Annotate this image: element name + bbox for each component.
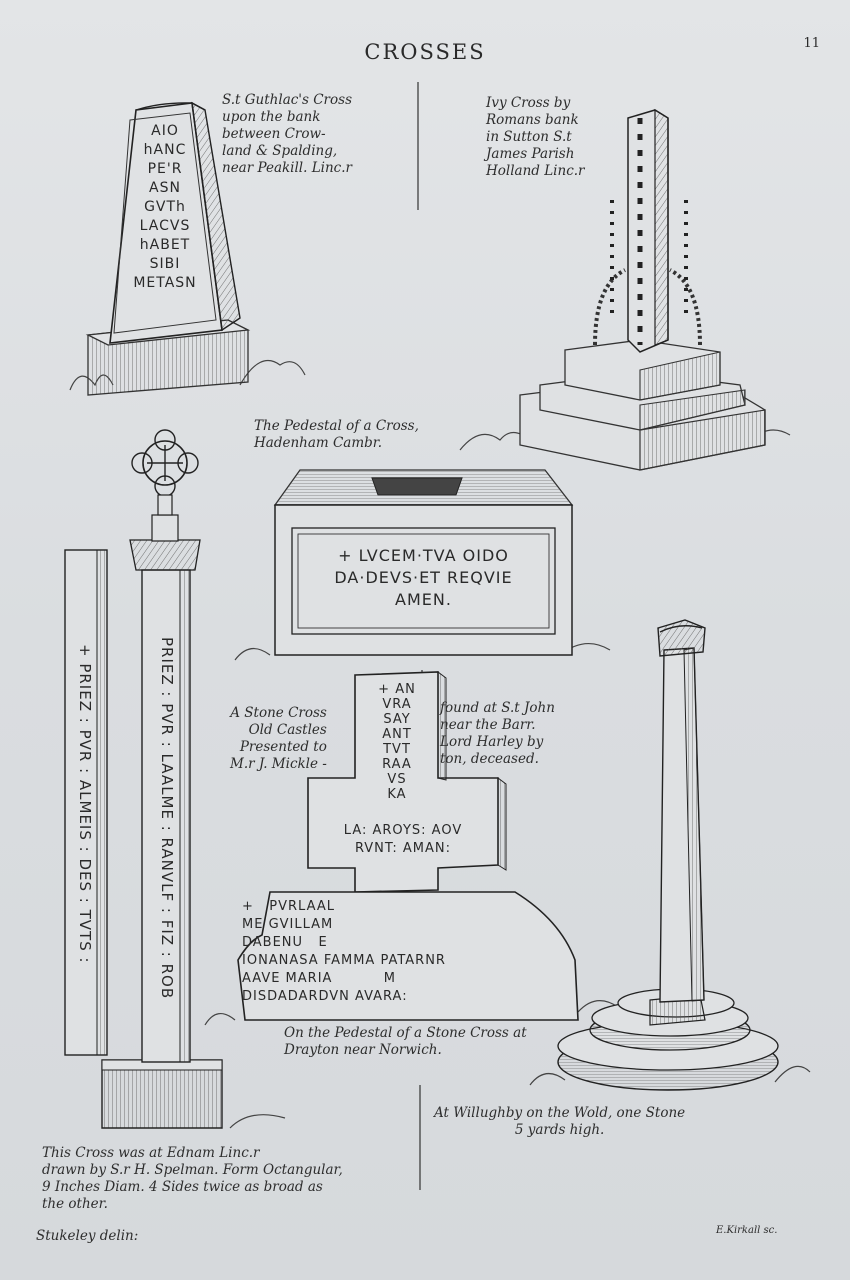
page-title: CROSSES [364, 40, 486, 64]
ednam-left-shaft-inscription: + PRIEZ : PVR : ALMEIS : DES : TVTS : [76, 643, 94, 964]
drayton-caption: On the Pedestal of a Stone Cross at Drayton near Norwich. [284, 1025, 527, 1058]
hadenham-caption: The Pedestal of a Cross, Hadenham Cambr. [254, 418, 419, 451]
ednam-right-shaft-inscription: PRIEZ : PVR : LAALME : RANVLF : FIZ : ROB [158, 636, 176, 1000]
oldcastles-inscription-arms: LA: AROYS: AOV RVNT: AMAN: [343, 823, 463, 856]
oldcastles-caption-left: A Stone Cross Old Castles Presented to M.r J. Mickle - [230, 705, 327, 772]
guthlac-caption: S.t Guthlac's Cross upon the bank between Crow- land & Spalding, near Peakill. Linc.r [222, 92, 352, 176]
ednam-caption: This Cross was at Ednam Linc.r drawn by S.r H. Spelman. Form Octangular, 9 Inches Diam. 4 Sides twice as broad as the other. [42, 1145, 343, 1212]
engraver-credit: E.Kirkall sc. [716, 1225, 778, 1236]
drayton-inscription: + PVRLAAL ME GVILLAM DABENU E IONANASA FAMMA PATARNR AAVE MARIA M DISDADARDVN AVARA: [242, 899, 446, 1004]
ivy-caption: Ivy Cross by Romans bank in Sutton S.t James Parish Holland Linc.r [486, 95, 585, 179]
oldcastles-inscription-upper: + AN VRA SAY ANT TVT RAA VS KA [378, 682, 416, 802]
page-number: 11 [803, 36, 820, 51]
willughby-caption: At Willughby on the Wold, one Stone 5 yards high. [434, 1105, 686, 1138]
hadenham-inscription: + LVCEM·TVA OIDO DA·DEVS·ET REQVIE AMEN. [334, 546, 513, 609]
oldcastles-caption-right: found at S.t John near the Barr. Lord Harley by ton, deceased. [440, 700, 555, 767]
delineator-credit: Stukeley delin: [36, 1228, 139, 1244]
guthlac-inscription: AIO hANC PE'R ASN GVTh LACVS hABET SIBI METASN [133, 123, 197, 291]
